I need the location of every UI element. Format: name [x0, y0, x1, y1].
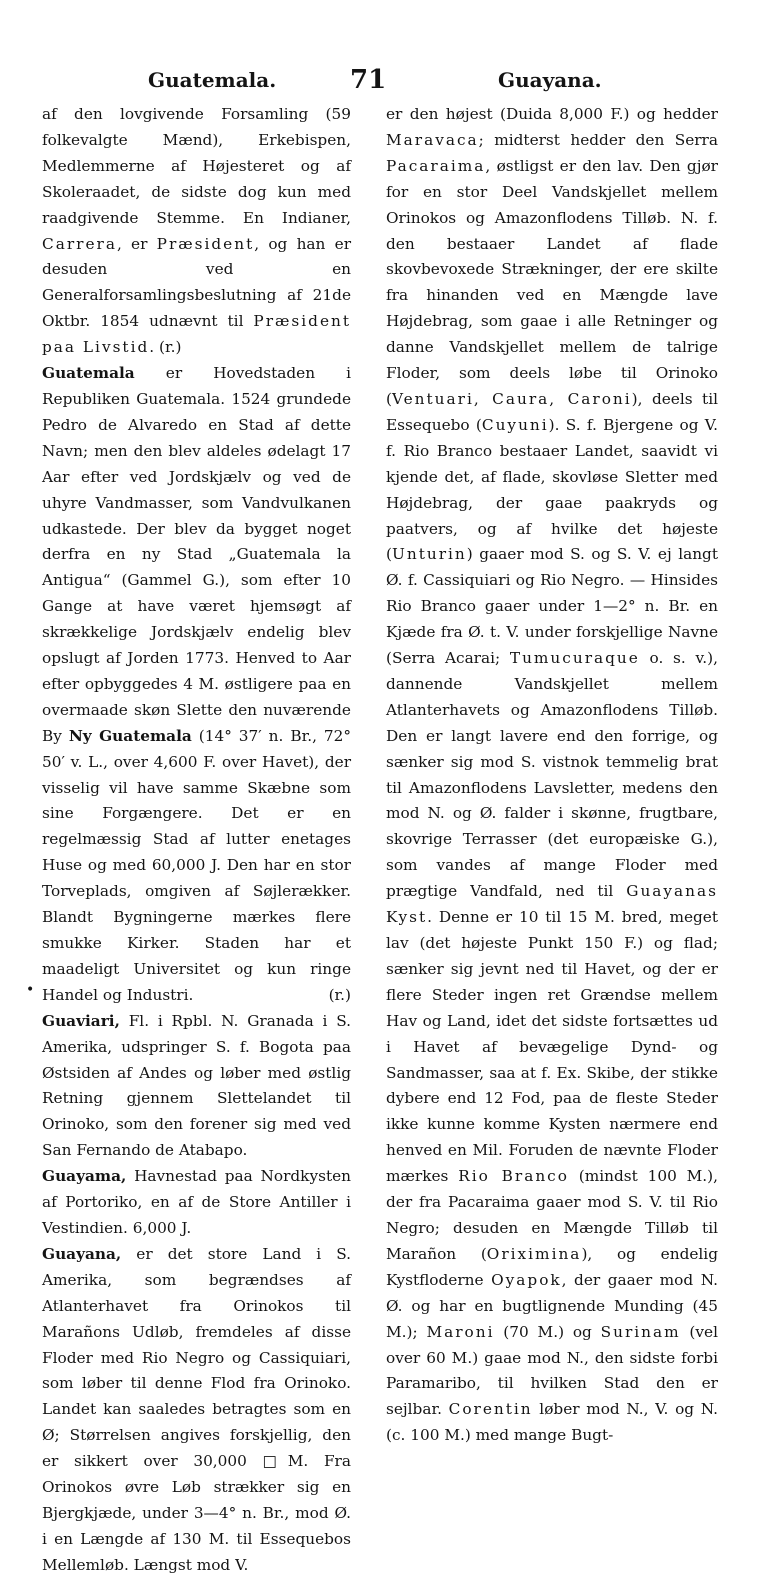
- page-number: 71: [350, 65, 387, 95]
- entry-guatemala: Guatemala er Hovedstaden i Republiken Guatemala. 1524 grundede Pedro de Alvaredo en Stad af dette Navn; men den blev aldeles ødelagt 17 Aar efter ved Jordskjælv og ved de uhyre Vandmasser, som Vandvulkanen udkastede. Der blev da bygget noget derfra en ny Stad „Guatemala la Antigua“ (Gammel G.), som efter 10 Gange at have været hjemsøgt af skrækkelige Jordskjælv endelig blev opslugt af Jorden 1773. Henved to Aar efter opbyggedes 4 M. østligere paa en overmaade skøn Slette den nuværende By Ny Guatemala (14° 37′ n. Br., 72° 50′ v. L., over 4,600 F. over Havet), der visselig vil have samme Skæbne som sine Forgængere. Det er en regelmæssig Stad af lutter enetages Huse og med 60,000 J. Den har en stor Torveplads, omgiven af Søjlerækker. Blandt Bygningerne mærkes flere smukke Kirker. Staden har et maadeligt Universitet og kun ringe Handel og Industri. (r.): [42, 361, 351, 1009]
- entry-head-guayama: Guayama,: [42, 1167, 127, 1186]
- entry-guayana: Guayana, er det store Land i S. Amerika, som begrændses af Atlanterhavet fra Orinokos til Marañons Udløb, fremdeles af disse Floder med Rio Negro og Cassiquiari, som løber til denne Flod fra Orinoko. Landet kan saaledes betragtes som en Ø; Størrelsen angives forskjellig, den er sikkert over 30,000 □M. Fra Orinokos øvre Løb strækker sig en Bjergkjæde, under 3—4° n. Br., mod Ø. i en Længde af 130 M. til Essequebos Mellemløb. Længst mod V.: [42, 1244, 351, 1574]
- entry-guayama: Guayama, Havnestad paa Nordkysten af Portoriko, en af de Store Antiller i Vestindien. 6,000 J.: [42, 1167, 351, 1237]
- paragraph-continuation: af den lovgivende Forsamling (59 folkevalgte Mænd), Erkebispen, Medlemmerne af Højesteret og af Skoleraadet, de sidste dog kun med raadgivende Stemme. En Indianer, Carrera, er Præsident, og han er desuden ved en Generalforsamlingsbeslutning af 21de Oktbr. 1854 udnævnt til Præsident paa Livstid. (r.): [42, 105, 352, 357]
- entry-head-guaviari: Guaviari,: [42, 1011, 120, 1030]
- right-column: [386, 102, 718, 1449]
- ny-guatemala: Ny Guatemala: [68, 726, 192, 745]
- left-column: [42, 102, 351, 1579]
- entry-guaviari: Guaviari, Fl. i Rpbl. N. Granada i S. Amerika, udspringer S. f. Bogota paa Østsiden af Andes og løber med østlig Retning gjennem Slettelandet til Orinoko, som den forener sig med ved San Fernando de Atabapo.: [42, 1011, 351, 1160]
- margin-mark: •: [26, 982, 35, 998]
- entry-guayana-continued: er den højest (Duida 8,000 F.) og hedder Maravaca; midterst hedder den Serra Pacaraima, østligst er den lav. Den gjør for en stor Deel Vandskjellet mellem Orinokos og Amazonflodens Tilløb. N. f. den bestaaer Landet af flade skovbevoxede Strækninger, der ere skilte fra hinanden ved en Mængde lave Højdebrag, som gaae i alle Retninger og danne Vandskjellet mellem de talrige Floder, som deels løbe til Orinoko (Ventuari, Caura, Caroni), deels til Essequebo (Cuyuni). S. f. Bjergene og V. f. Rio Branco bestaaer Landet, saavidt vi kjende det, af flade, skovløse Sletter med Højdebrag, der gaae paakryds og paatvers, og af hvilke det højeste (Unturin) gaaer mod S. og S. V. ej langt Ø. f. Cassiquiari og Rio Negro. — Hinsides Rio Branco gaaer under 1—2° n. Br. en Kjæde fra Ø. t. V. under forskjellige Navne (Serra Acarai; Tumucuraque o. s. v.), dannende Vandskjellet mellem Atlanterhavets og Amazonflodens Tilløb. Den er langt lavere end den forrige, og sænker sig mod S. vistnok temmelig brat til Amazonflodens Lavsletter, medens den mod N. og Ø. falder i skønne, frugtbare, skovrige Terrasser (det europæiske G.), som vandes af mange Floder med prægtige Vandfald, ned til Guayanas Kyst. Denne er 10 til 15 M. bred, meget lav (det højeste Punkt 150 F.) og flad; sænker sig jevnt ned til Havet, og der er flere Steder ingen ret Grændse mellem Hav og Land, idet det sidste fortsættes ud i Havet af bevægelige Dynd- og Sandmasser, saa at f. Ex. Skibe, der stikke dybere end 12 Fod, paa de fleste Steder ikke kunne komme Kysten nærmere end henved en Mil. Foruden de nævnte Floder mærkes Rio Branco (mindst 100 M.), der fra Pacaraima gaaer mod S. V. til Rio Negro; desuden en Mængde Tilløb til Marañon (Oriximina), og endelig Kystfloderne Oyapok, der gaaer mod N. Ø. og har en bugtlignende Munding (45 M.); Maroni (70 M.) og Surinam (vel over 60 M.) gaae mod N., den sidste forbi Paramaribo, til hvilken Stad den er sejlbar. Corentin løber mod N., V. og N. (c. 100 M.) med mange Bugt-: [386, 105, 718, 1445]
- entry-head-guatemala: Guatemala: [42, 364, 135, 383]
- entry-signature: (r.): [328, 985, 351, 1004]
- entry-head-guayana: Guayana,: [42, 1244, 122, 1263]
- running-head-left: Guatemala.: [148, 68, 277, 92]
- page-header: [44, 60, 724, 100]
- running-head-right: Guayana.: [498, 68, 602, 92]
